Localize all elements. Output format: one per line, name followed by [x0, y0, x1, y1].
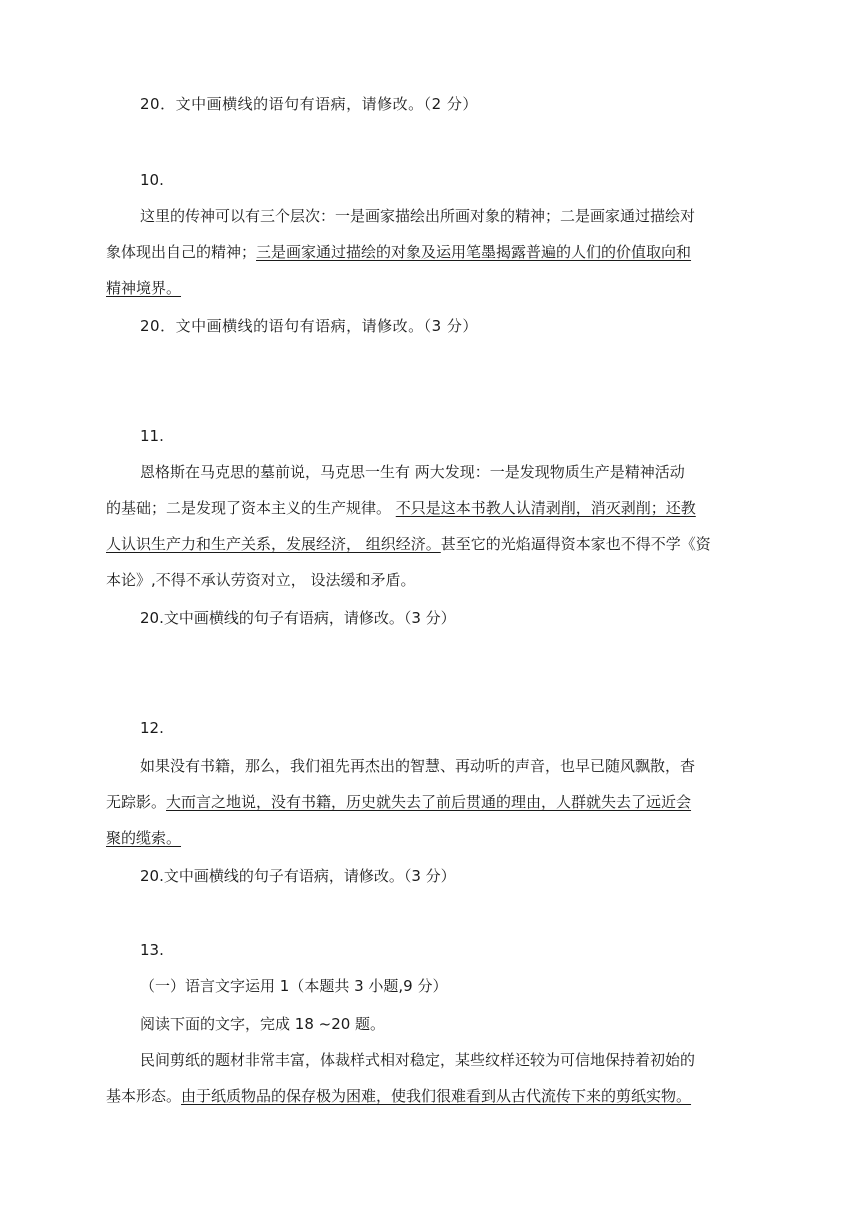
passage-line: 民间剪纸的题材非常丰富，体裁样式相对稳定，某些纹样还较为可信地保持着初始的: [140, 1051, 696, 1069]
passage-line: [106, 828, 756, 848]
passage-line: 这里的传神可以有三个层次：一是画家描绘出所画对象的精神；二是画家通过描绘对: [140, 207, 696, 225]
question-prompt: 20．文中画横线的语句有语病，请修改。（3 分）: [140, 317, 478, 335]
item-number: 13.: [140, 941, 164, 959]
underlined-sentence: 由于纸质物品的保存极为困难，使我们很难看到从古代流传下来的剪纸实物。: [181, 1087, 692, 1105]
passage-line: 本论》,不得不承认劳资对立， 设法缓和矛盾。: [106, 571, 416, 589]
item-number: 11.: [140, 427, 164, 445]
question-prompt: 20．文中画横线的语句有语病，请修改。（2 分）: [140, 95, 478, 113]
underlined-sentence: 人认识生产力和生产关系，发展经济， 组织经济。: [106, 535, 441, 553]
underlined-sentence: 精神境界。: [106, 279, 182, 297]
passage-line: 的基础；二是发现了资本主义的生产规律。 不只是这本书教人认清剥削，消灭剥削；还教: [106, 499, 696, 517]
passage-line: [106, 278, 756, 298]
section-heading: （一）语言文字运用 1（本题共 3 小题,9 分）: [140, 977, 448, 995]
question-prompt: 20.文中画横线的句子有语病，请修改。（3 分）: [140, 609, 456, 627]
underlined-sentence: 不只是这本书教人认清剥削，消灭剥削；还教: [395, 499, 696, 517]
item-number: 10.: [140, 171, 164, 189]
underlined-sentence: 大而言之地说，没有书籍，历史就失去了前后贯通的理由，人群就失去了远近会: [166, 793, 692, 811]
item-number: 12.: [140, 719, 164, 737]
passage-line: 象体现出自己的精神；三是画家通过描绘的对象及运用笔墨揭露普遍的人们的价值取向和: [106, 243, 692, 261]
passage-line: 恩格斯在马克思的墓前说，马克思一生有 两大发现：一是发现物质生产是精神活动: [140, 463, 685, 481]
passage-line: 人认识生产力和生产关系，发展经济， 组织经济。甚至它的光焰逼得资本家也不得不学《资: [106, 535, 711, 553]
question-prompt: 20.文中画横线的句子有语病，请修改。（3 分）: [140, 867, 456, 885]
passage-line: 无踪影。大而言之地说，没有书籍，历史就失去了前后贯通的理由，人群就失去了远近会: [106, 793, 692, 811]
instruction-text: 阅读下面的文字，完成 18 ~20 题。: [140, 1015, 386, 1033]
passage-line: 如果没有书籍，那么，我们祖先再杰出的智慧、再动听的声音，也早已随风飘散，杳: [140, 757, 696, 775]
underlined-sentence: 聚的缆索。: [106, 829, 182, 847]
passage-line: 基本形态。由于纸质物品的保存极为困难，使我们很难看到从古代流传下来的剪纸实物。: [106, 1087, 692, 1105]
underlined-sentence: 三是画家通过描绘的对象及运用笔墨揭露普遍的人们的价值取向和: [256, 243, 692, 261]
